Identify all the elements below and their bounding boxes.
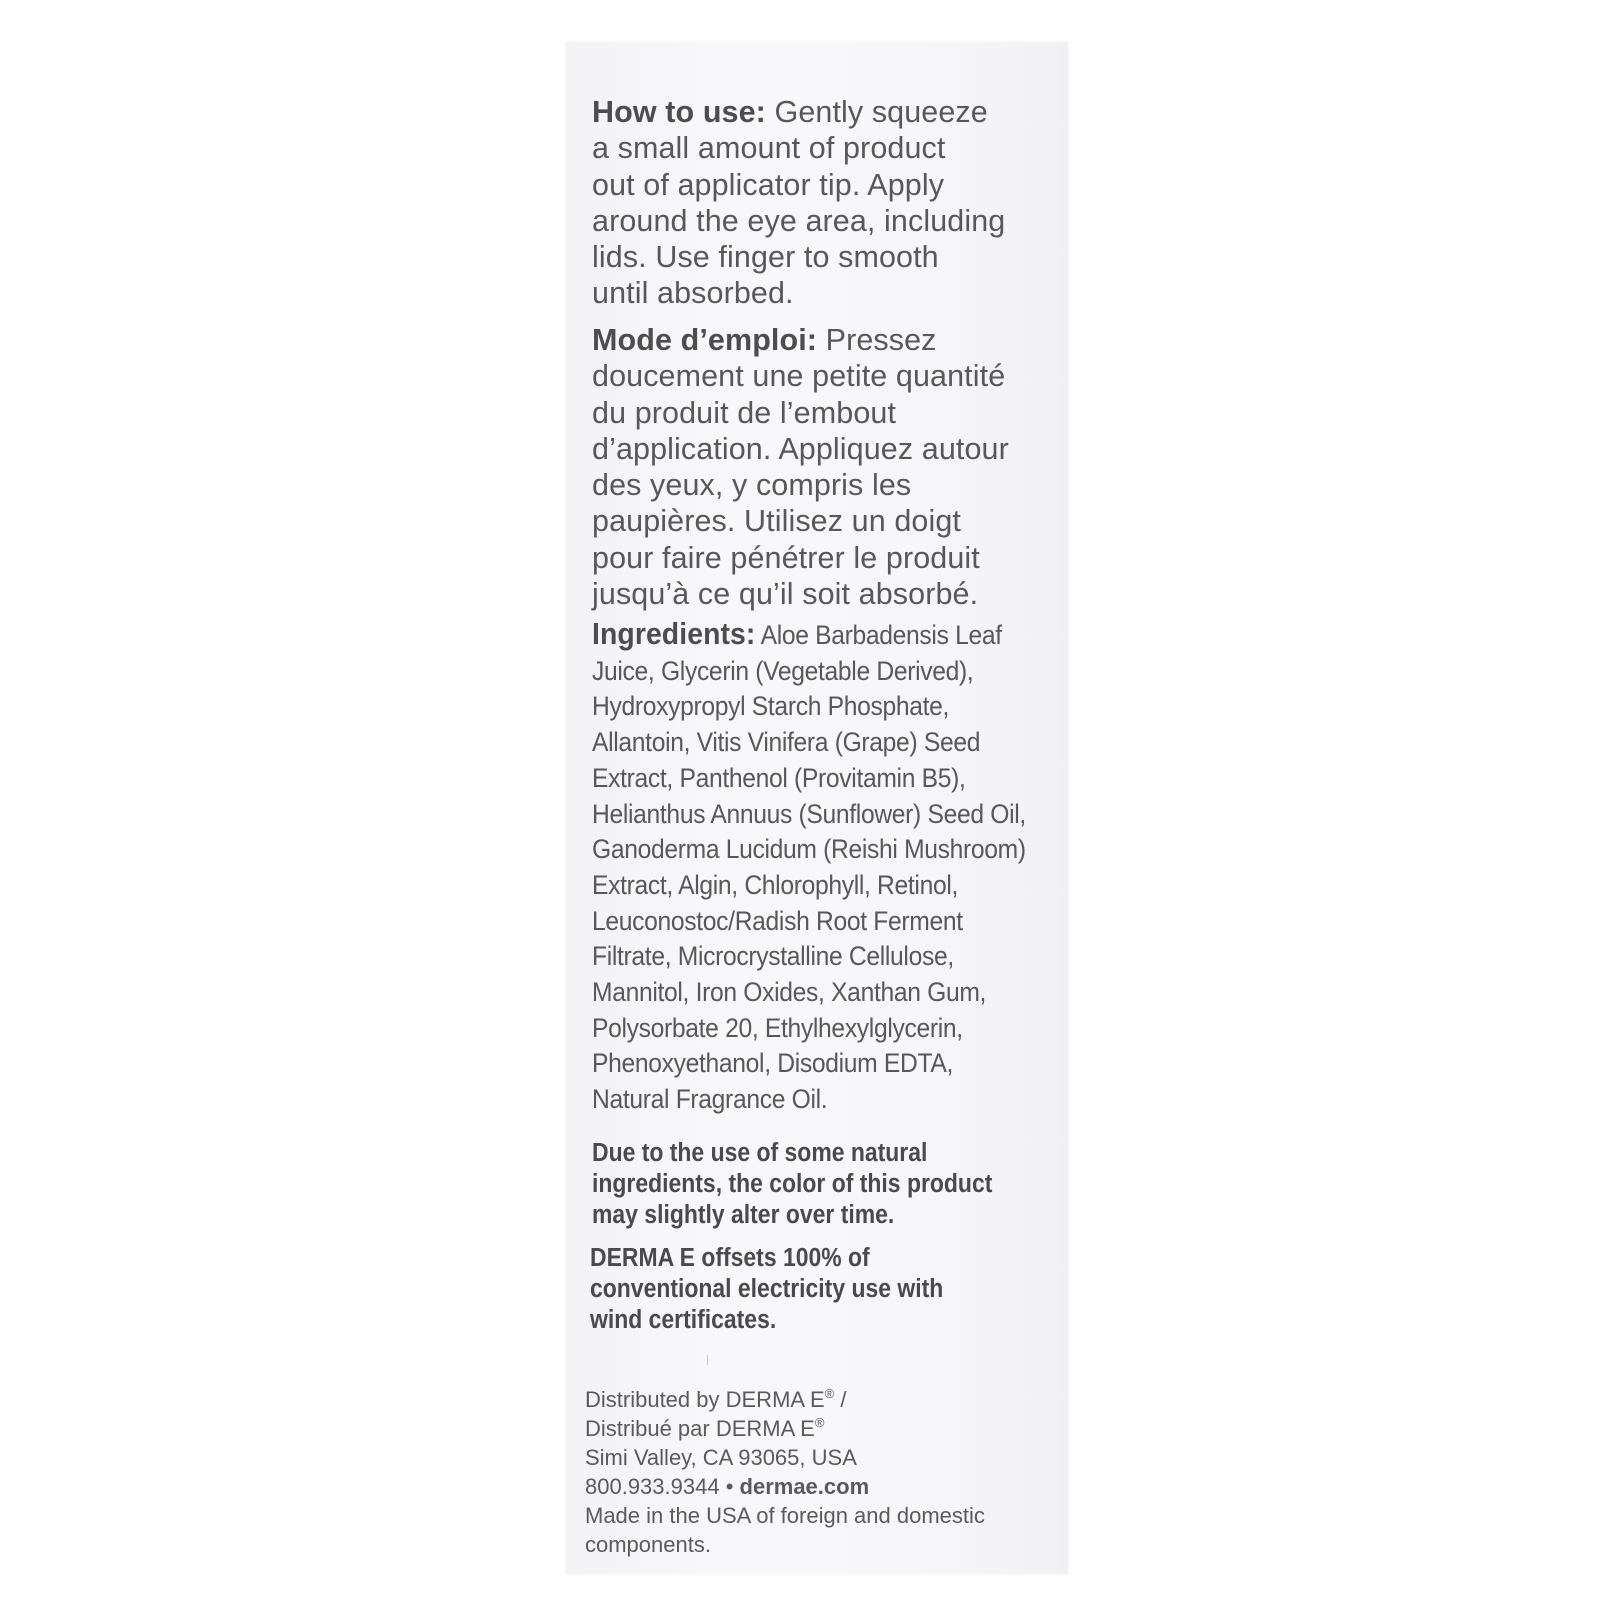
- how-to-use-label: How to use:: [592, 95, 766, 129]
- ingredients-line: Natural Fragrance Oil.: [592, 1084, 828, 1115]
- how-to-use-text: Gently squeeze: [765, 95, 988, 129]
- ingredients-label: Ingredients:: [592, 617, 756, 651]
- how-to-use-section: [592, 94, 1005, 312]
- mode-emploi-line: pour faire pénétrer le produit: [592, 540, 980, 575]
- ingredients-text: Aloe Barbadensis Leaf: [755, 620, 1002, 650]
- color-notice-line: ingredients, the color of this product: [592, 1170, 993, 1198]
- ingredients-line: Extract, Algin, Chlorophyll, Retinol,: [592, 869, 959, 900]
- color-notice-line: Due to the use of some natural: [592, 1139, 928, 1167]
- mode-emploi-line: paupières. Utilisez un doigt: [592, 504, 962, 539]
- color-notice: [592, 1138, 1060, 1231]
- ingredients-line-1: [592, 617, 1062, 654]
- ingredients-line: Helianthus Annuus (Sunflower) Seed Oil,: [592, 798, 1026, 829]
- mode-emploi-section: [592, 322, 1009, 612]
- bullet-separator: •: [719, 1474, 740, 1499]
- offset-notice-line: wind certificates.: [590, 1306, 777, 1334]
- registered-mark: ®: [814, 1415, 825, 1430]
- offset-notice: [590, 1243, 1058, 1336]
- color-notice-line: may slightly alter over time.: [592, 1201, 895, 1229]
- ingredients-section: [592, 617, 1062, 1118]
- ingredients-line: Extract, Panthenol (Provitamin B5),: [592, 762, 966, 793]
- distributor-block: [585, 1385, 1045, 1559]
- mode-emploi-line-1: [592, 322, 1009, 358]
- how-to-use-line: out of applicator tip. Apply: [592, 167, 945, 202]
- ingredients-line: Filtrate, Microcrystalline Cellulose,: [592, 941, 954, 972]
- how-to-use-line: lids. Use finger to smooth: [592, 240, 939, 275]
- ingredients-line: Allantoin, Vitis Vinifera (Grape) Seed: [592, 727, 981, 758]
- distributor-contact: [585, 1472, 1045, 1501]
- ingredients-line: Juice, Glycerin (Vegetable Derived),: [592, 655, 974, 686]
- distributor-address: Simi Valley, CA 93065, USA: [585, 1445, 857, 1470]
- divider-tick: [707, 1355, 708, 1365]
- mode-emploi-label: Mode d’emploi:: [592, 323, 818, 357]
- ingredients-line: Ganoderma Lucidum (Reishi Mushroom): [592, 834, 1026, 865]
- origin-line: Made in the USA of foreign and domestic: [585, 1503, 985, 1528]
- phone-number: 800.933.9344: [585, 1474, 720, 1499]
- mode-emploi-line: jusqu’à ce qu’il soit absorbé.: [592, 577, 979, 612]
- ingredients-line: Hydroxypropyl Starch Phosphate,: [592, 691, 950, 722]
- how-to-use-line: a small amount of product: [592, 131, 946, 166]
- offset-notice-line: DERMA E offsets 100% of: [590, 1244, 870, 1272]
- distributor-slash: /: [834, 1387, 847, 1412]
- mode-emploi-line: d’application. Appliquez autour: [592, 431, 1009, 466]
- mode-emploi-line: du produit de l’embout: [592, 395, 897, 430]
- mode-emploi-line: doucement une petite quantité: [592, 359, 1006, 394]
- ingredients-line: Mannitol, Iron Oxides, Xanthan Gum,: [592, 977, 987, 1008]
- registered-mark: ®: [824, 1386, 835, 1401]
- ingredients-line: Polysorbate 20, Ethylhexylglycerin,: [592, 1012, 963, 1043]
- distributor-text-en: Distributed by DERMA E: [585, 1387, 825, 1412]
- how-to-use-line-1: [592, 94, 1005, 130]
- how-to-use-line: until absorbed.: [592, 276, 794, 311]
- website: dermae.com: [739, 1474, 870, 1499]
- ingredients-line: Leuconostoc/Radish Root Ferment: [592, 905, 963, 936]
- mode-emploi-text: Pressez: [817, 323, 937, 357]
- mode-emploi-line: des yeux, y compris les: [592, 468, 912, 503]
- origin-line: components.: [585, 1532, 711, 1557]
- distributor-line-fr: [585, 1414, 1045, 1443]
- distributor-line-en: [585, 1385, 1045, 1414]
- offset-notice-line: conventional electricity use with: [590, 1275, 944, 1303]
- distributor-text-fr: Distribué par DERMA E: [585, 1416, 815, 1441]
- how-to-use-line: around the eye area, including: [592, 203, 1006, 238]
- ingredients-line: Phenoxyethanol, Disodium EDTA,: [592, 1048, 954, 1079]
